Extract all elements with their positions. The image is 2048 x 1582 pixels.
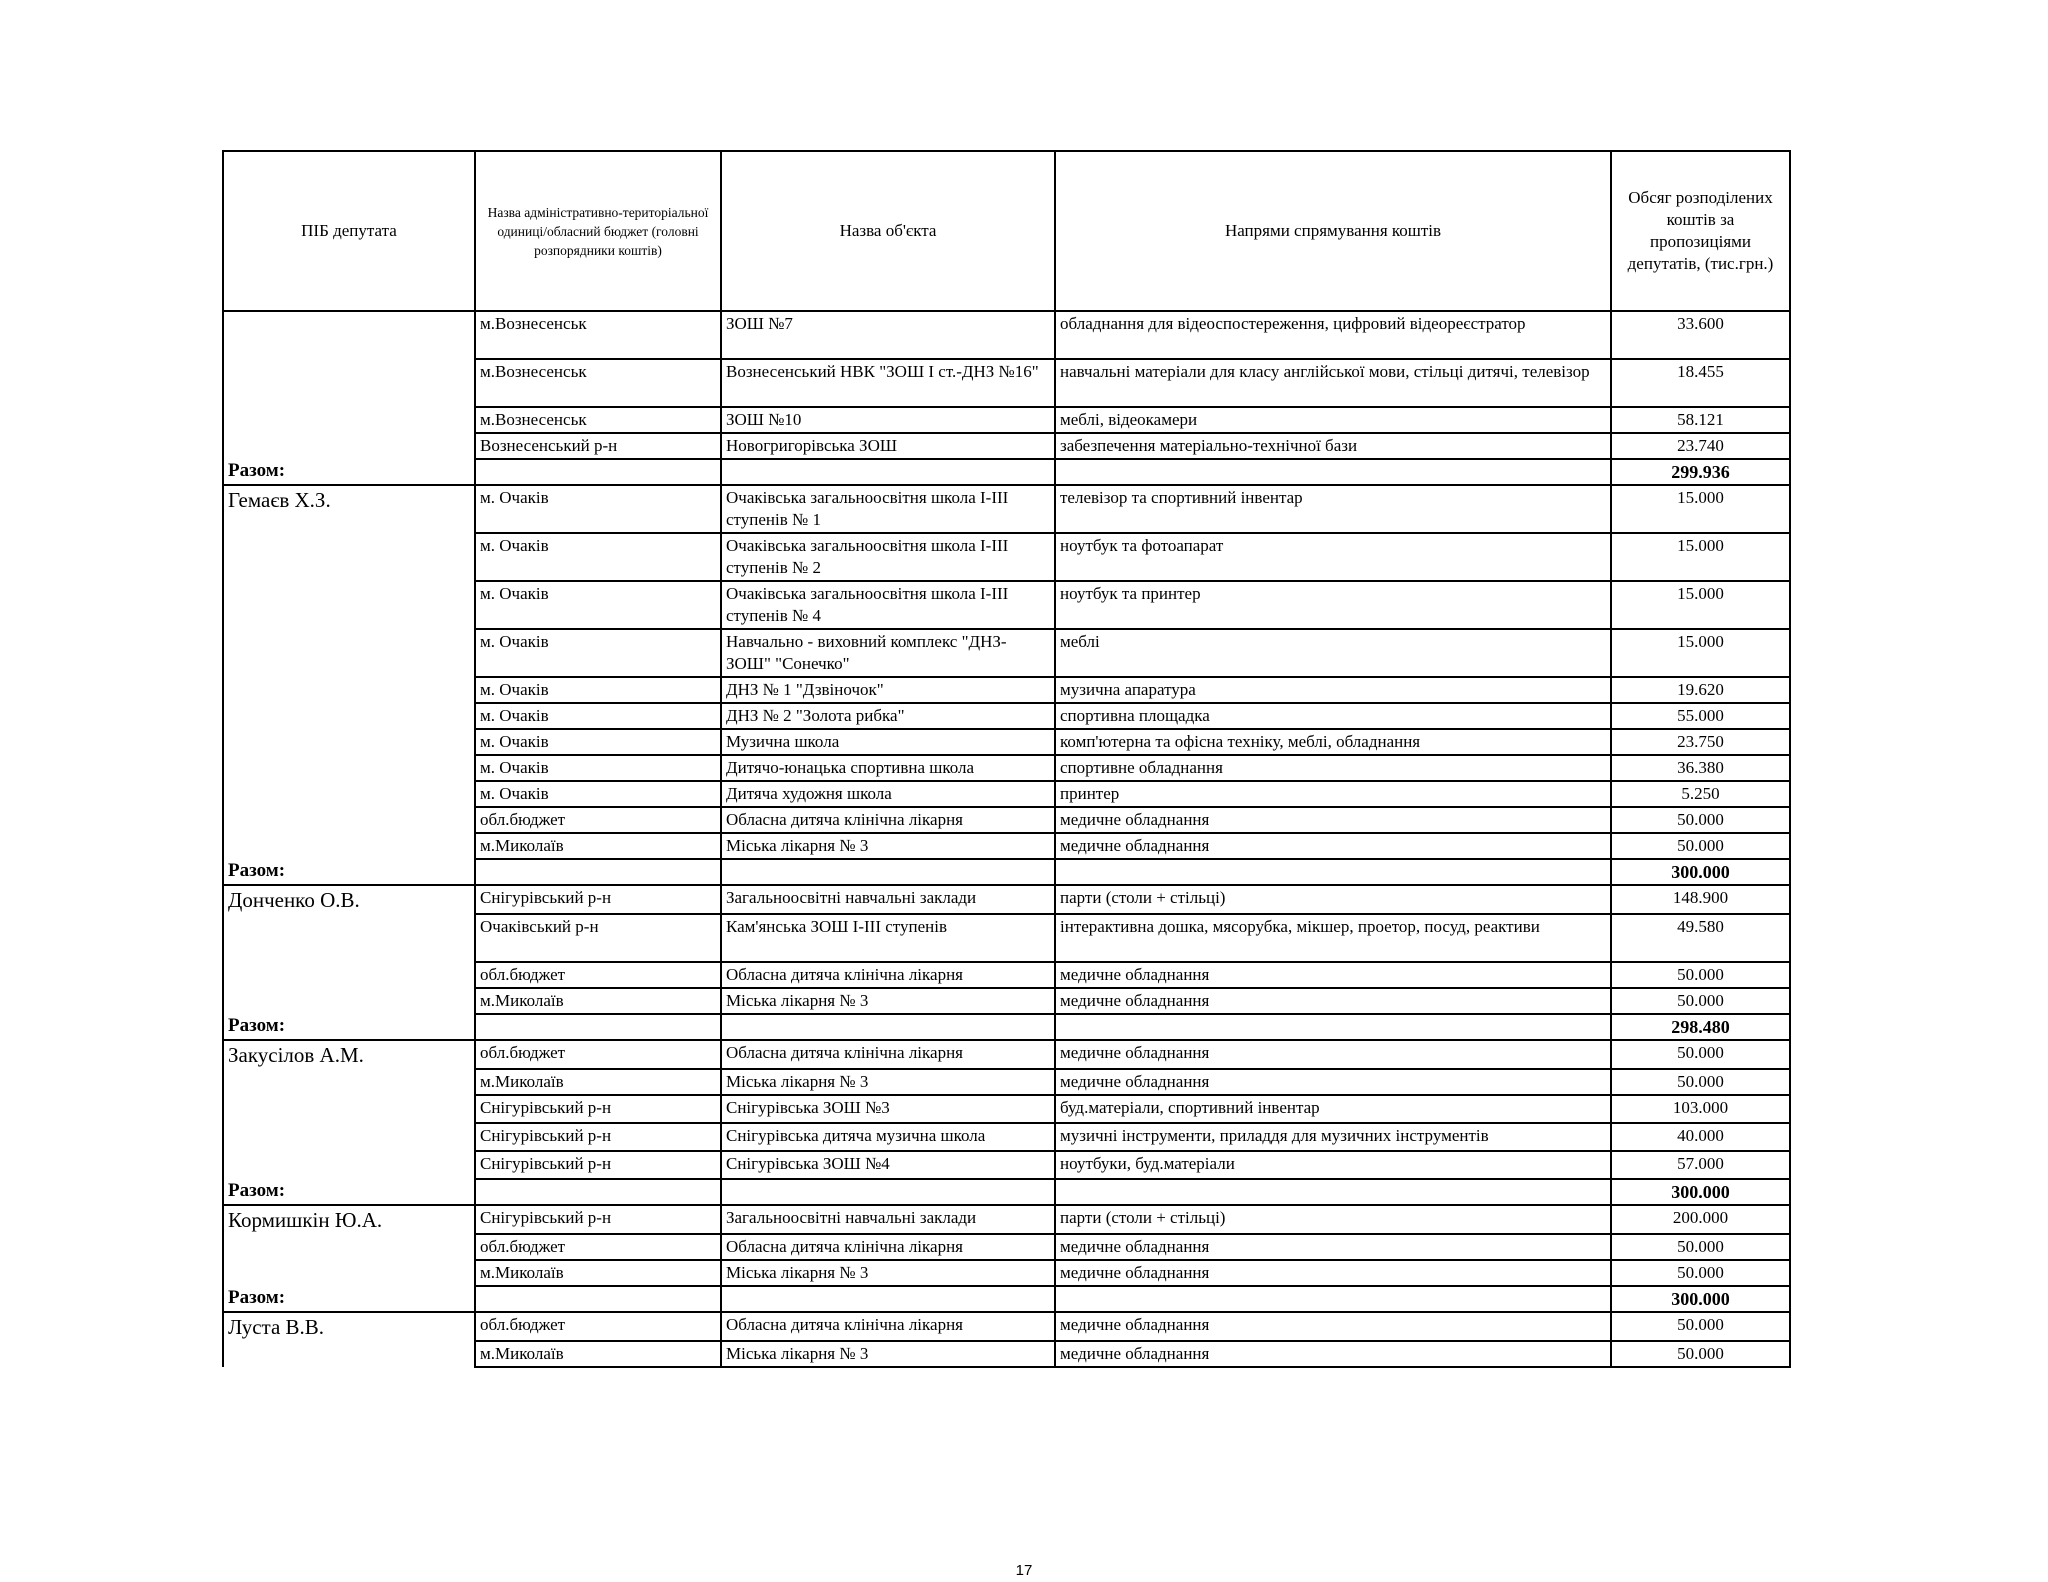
purpose-cell: ноутбук та фотоапарат bbox=[1055, 533, 1611, 581]
total-amount: 300.000 bbox=[1611, 1286, 1790, 1312]
deputy-name-cell bbox=[223, 1151, 475, 1179]
total-empty-cell bbox=[475, 1014, 721, 1040]
purpose-cell: парти (столи + стільці) bbox=[1055, 1205, 1611, 1234]
header-deputy: ПІБ депутата bbox=[223, 151, 475, 311]
total-empty-cell bbox=[475, 1286, 721, 1312]
table-row bbox=[223, 781, 1790, 807]
object-cell: Кам'янська ЗОШ І-ІІІ ступенів bbox=[721, 914, 1055, 962]
deputy-name-cell bbox=[223, 433, 475, 459]
deputy-name-cell: Гемаєв Х.З. bbox=[223, 485, 475, 533]
purpose-cell: забезпечення матеріально-технічної бази bbox=[1055, 433, 1611, 459]
object-cell: Снігурівська ЗОШ №3 bbox=[721, 1095, 1055, 1123]
deputy-name-cell bbox=[223, 1095, 475, 1123]
object-cell: ДНЗ № 1 "Дзвіночок" bbox=[721, 677, 1055, 703]
purpose-cell: спортивне обладнання bbox=[1055, 755, 1611, 781]
amount-cell: 50.000 bbox=[1611, 962, 1790, 988]
unit-cell: Очаківський р-н bbox=[475, 914, 721, 962]
unit-cell: обл.бюджет bbox=[475, 1234, 721, 1260]
deputy-name-cell bbox=[223, 807, 475, 833]
table-row bbox=[223, 1234, 1790, 1260]
deputy-name-cell bbox=[223, 311, 475, 359]
total-empty-cell bbox=[721, 859, 1055, 885]
total-label: Разом: bbox=[223, 1286, 475, 1312]
unit-cell: м.Вознесенськ bbox=[475, 311, 721, 359]
table-row bbox=[223, 581, 1790, 629]
total-label: Разом: bbox=[223, 1179, 475, 1205]
table-row bbox=[223, 1069, 1790, 1095]
unit-cell: Снігурівський р-н bbox=[475, 1095, 721, 1123]
amount-cell: 50.000 bbox=[1611, 807, 1790, 833]
amount-cell: 15.000 bbox=[1611, 533, 1790, 581]
purpose-cell: спортивна площадка bbox=[1055, 703, 1611, 729]
deputy-name-cell: Донченко О.В. bbox=[223, 885, 475, 914]
deputy-name-cell bbox=[223, 629, 475, 677]
amount-cell: 23.740 bbox=[1611, 433, 1790, 459]
object-cell: Дитячо-юнацька спортивна школа bbox=[721, 755, 1055, 781]
purpose-cell: парти (столи + стільці) bbox=[1055, 885, 1611, 914]
purpose-cell: меблі, відеокамери bbox=[1055, 407, 1611, 433]
amount-cell: 15.000 bbox=[1611, 581, 1790, 629]
object-cell: Дитяча художня школа bbox=[721, 781, 1055, 807]
amount-cell: 50.000 bbox=[1611, 1040, 1790, 1069]
purpose-cell: музична апаратура bbox=[1055, 677, 1611, 703]
amount-cell: 5.250 bbox=[1611, 781, 1790, 807]
purpose-cell: медичне обладнання bbox=[1055, 1341, 1611, 1367]
total-row bbox=[223, 1179, 1790, 1205]
amount-cell: 50.000 bbox=[1611, 833, 1790, 859]
amount-cell: 50.000 bbox=[1611, 1312, 1790, 1341]
table-row bbox=[223, 807, 1790, 833]
purpose-cell: ноутбук та принтер bbox=[1055, 581, 1611, 629]
table-row bbox=[223, 988, 1790, 1014]
table-row bbox=[223, 703, 1790, 729]
purpose-cell: обладнання для відеоспостереження, цифровий відеореєстратор bbox=[1055, 311, 1611, 359]
object-cell: Міська лікарня № 3 bbox=[721, 988, 1055, 1014]
deputy-name-cell bbox=[223, 755, 475, 781]
deputy-name-cell bbox=[223, 781, 475, 807]
deputy-name-cell: Кормишкін Ю.А. bbox=[223, 1205, 475, 1234]
purpose-cell: медичне обладнання bbox=[1055, 1040, 1611, 1069]
amount-cell: 18.455 bbox=[1611, 359, 1790, 407]
total-amount: 299.936 bbox=[1611, 459, 1790, 485]
total-label: Разом: bbox=[223, 459, 475, 485]
unit-cell: м.Миколаїв bbox=[475, 1260, 721, 1286]
amount-cell: 36.380 bbox=[1611, 755, 1790, 781]
deputy-name-cell: Закусілов А.М. bbox=[223, 1040, 475, 1069]
amount-cell: 15.000 bbox=[1611, 485, 1790, 533]
unit-cell: м.Вознесенськ bbox=[475, 359, 721, 407]
deputy-name-cell bbox=[223, 1260, 475, 1286]
amount-cell: 57.000 bbox=[1611, 1151, 1790, 1179]
purpose-cell: медичне обладнання bbox=[1055, 1069, 1611, 1095]
table-row bbox=[223, 407, 1790, 433]
deputy-name-cell bbox=[223, 677, 475, 703]
object-cell: Міська лікарня № 3 bbox=[721, 1341, 1055, 1367]
total-empty-cell bbox=[1055, 459, 1611, 485]
total-empty-cell bbox=[1055, 859, 1611, 885]
table-row bbox=[223, 1151, 1790, 1179]
object-cell: ДНЗ № 2 "Золота рибка" bbox=[721, 703, 1055, 729]
header-row bbox=[223, 151, 1790, 311]
unit-cell: м. Очаків bbox=[475, 629, 721, 677]
unit-cell: обл.бюджет bbox=[475, 807, 721, 833]
unit-cell: м. Очаків bbox=[475, 781, 721, 807]
unit-cell: Вознесенський р-н bbox=[475, 433, 721, 459]
unit-cell: м.Миколаїв bbox=[475, 1341, 721, 1367]
table-row bbox=[223, 677, 1790, 703]
unit-cell: м. Очаків bbox=[475, 755, 721, 781]
table-row bbox=[223, 359, 1790, 407]
total-amount: 300.000 bbox=[1611, 859, 1790, 885]
table-row bbox=[223, 729, 1790, 755]
unit-cell: м. Очаків bbox=[475, 581, 721, 629]
total-amount: 300.000 bbox=[1611, 1179, 1790, 1205]
amount-cell: 50.000 bbox=[1611, 1341, 1790, 1367]
allocation-table bbox=[222, 150, 1791, 1368]
unit-cell: Снігурівський р-н bbox=[475, 1205, 721, 1234]
amount-cell: 50.000 bbox=[1611, 988, 1790, 1014]
amount-cell: 40.000 bbox=[1611, 1123, 1790, 1151]
purpose-cell: ноутбуки, буд.матеріали bbox=[1055, 1151, 1611, 1179]
object-cell: Обласна дитяча клінічна лікарня bbox=[721, 962, 1055, 988]
amount-cell: 19.620 bbox=[1611, 677, 1790, 703]
total-empty-cell bbox=[1055, 1179, 1611, 1205]
amount-cell: 58.121 bbox=[1611, 407, 1790, 433]
purpose-cell: телевізор та спортивний інвентар bbox=[1055, 485, 1611, 533]
total-empty-cell bbox=[721, 1286, 1055, 1312]
total-empty-cell bbox=[475, 459, 721, 485]
table-row bbox=[223, 962, 1790, 988]
purpose-cell: медичне обладнання bbox=[1055, 1260, 1611, 1286]
table-body bbox=[223, 311, 1790, 1367]
total-empty-cell bbox=[1055, 1014, 1611, 1040]
table-row bbox=[223, 1205, 1790, 1234]
object-cell: Музична школа bbox=[721, 729, 1055, 755]
total-row bbox=[223, 1014, 1790, 1040]
object-cell: Очаківська загальноосвітня школа І-ІІІ ступенів № 2 bbox=[721, 533, 1055, 581]
table-row bbox=[223, 1095, 1790, 1123]
unit-cell: м.Миколаїв bbox=[475, 833, 721, 859]
purpose-cell: буд.матеріали, спортивний інвентар bbox=[1055, 1095, 1611, 1123]
purpose-cell: музичні інструменти, приладдя для музичних інструментів bbox=[1055, 1123, 1611, 1151]
deputy-name-cell bbox=[223, 533, 475, 581]
purpose-cell: інтерактивна дошка, мясорубка, мікшер, проетор, посуд, реактиви bbox=[1055, 914, 1611, 962]
purpose-cell: медичне обладнання bbox=[1055, 988, 1611, 1014]
unit-cell: м. Очаків bbox=[475, 533, 721, 581]
unit-cell: м. Очаків bbox=[475, 677, 721, 703]
table-row bbox=[223, 755, 1790, 781]
table-row bbox=[223, 1341, 1790, 1367]
object-cell: Міська лікарня № 3 bbox=[721, 1069, 1055, 1095]
header-unit: Назва адміністративно-територіальної одиниці/обласний бюджет (головні розпорядники коштів) bbox=[475, 151, 721, 311]
deputy-name-cell: Луста В.В. bbox=[223, 1312, 475, 1341]
object-cell: Загальноосвітні навчальні заклади bbox=[721, 1205, 1055, 1234]
amount-cell: 55.000 bbox=[1611, 703, 1790, 729]
purpose-cell: принтер bbox=[1055, 781, 1611, 807]
table-row bbox=[223, 311, 1790, 359]
total-empty-cell bbox=[721, 459, 1055, 485]
table-row bbox=[223, 833, 1790, 859]
object-cell: Очаківська загальноосвітня школа І-ІІІ ступенів № 4 bbox=[721, 581, 1055, 629]
table-row bbox=[223, 485, 1790, 533]
deputy-name-cell bbox=[223, 962, 475, 988]
deputy-name-cell bbox=[223, 914, 475, 962]
amount-cell: 50.000 bbox=[1611, 1069, 1790, 1095]
amount-cell: 15.000 bbox=[1611, 629, 1790, 677]
table-row bbox=[223, 1123, 1790, 1151]
deputy-name-cell bbox=[223, 703, 475, 729]
deputy-name-cell bbox=[223, 1123, 475, 1151]
amount-cell: 50.000 bbox=[1611, 1234, 1790, 1260]
total-empty-cell bbox=[475, 859, 721, 885]
amount-cell: 50.000 bbox=[1611, 1260, 1790, 1286]
deputy-name-cell bbox=[223, 988, 475, 1014]
header-object: Назва об'єкта bbox=[721, 151, 1055, 311]
object-cell: Вознесенський НВК "ЗОШ І ст.-ДНЗ №16" bbox=[721, 359, 1055, 407]
object-cell: Обласна дитяча клінічна лікарня bbox=[721, 1312, 1055, 1341]
unit-cell: Снігурівський р-н bbox=[475, 1151, 721, 1179]
deputy-name-cell bbox=[223, 1341, 475, 1367]
page-number: 17 bbox=[1015, 1562, 1033, 1579]
header-amount: Обсяг розподілених коштів за пропозиціями депутатів, (тис.грн.) bbox=[1611, 151, 1790, 311]
table-row bbox=[223, 433, 1790, 459]
unit-cell: Снігурівський р-н bbox=[475, 1123, 721, 1151]
object-cell: Обласна дитяча клінічна лікарня bbox=[721, 807, 1055, 833]
total-amount: 298.480 bbox=[1611, 1014, 1790, 1040]
purpose-cell: медичне обладнання bbox=[1055, 962, 1611, 988]
table-row bbox=[223, 533, 1790, 581]
purpose-cell: медичне обладнання bbox=[1055, 833, 1611, 859]
deputy-name-cell bbox=[223, 407, 475, 433]
purpose-cell: комп'ютерна та офісна техніку, меблі, обладнання bbox=[1055, 729, 1611, 755]
deputy-name-cell bbox=[223, 1069, 475, 1095]
table-row bbox=[223, 1312, 1790, 1341]
purpose-cell: медичне обладнання bbox=[1055, 1234, 1611, 1260]
unit-cell: м. Очаків bbox=[475, 485, 721, 533]
total-label: Разом: bbox=[223, 1014, 475, 1040]
purpose-cell: медичне обладнання bbox=[1055, 807, 1611, 833]
table-row bbox=[223, 914, 1790, 962]
deputy-name-cell bbox=[223, 1234, 475, 1260]
unit-cell: м.Миколаїв bbox=[475, 988, 721, 1014]
table-row bbox=[223, 629, 1790, 677]
unit-cell: м.Миколаїв bbox=[475, 1069, 721, 1095]
total-empty-cell bbox=[475, 1179, 721, 1205]
total-row bbox=[223, 1286, 1790, 1312]
object-cell: ЗОШ №10 bbox=[721, 407, 1055, 433]
amount-cell: 33.600 bbox=[1611, 311, 1790, 359]
unit-cell: м. Очаків bbox=[475, 703, 721, 729]
total-empty-cell bbox=[1055, 1286, 1611, 1312]
object-cell: Навчально - виховний комплекс "ДНЗ-ЗОШ" "Сонечко" bbox=[721, 629, 1055, 677]
purpose-cell: медичне обладнання bbox=[1055, 1312, 1611, 1341]
table-row bbox=[223, 1040, 1790, 1069]
total-empty-cell bbox=[721, 1179, 1055, 1205]
unit-cell: обл.бюджет bbox=[475, 1040, 721, 1069]
amount-cell: 103.000 bbox=[1611, 1095, 1790, 1123]
unit-cell: обл.бюджет bbox=[475, 962, 721, 988]
deputy-name-cell bbox=[223, 833, 475, 859]
purpose-cell: меблі bbox=[1055, 629, 1611, 677]
object-cell: Загальноосвітні навчальні заклади bbox=[721, 885, 1055, 914]
amount-cell: 49.580 bbox=[1611, 914, 1790, 962]
object-cell: Міська лікарня № 3 bbox=[721, 833, 1055, 859]
deputy-name-cell bbox=[223, 581, 475, 629]
table-row bbox=[223, 885, 1790, 914]
object-cell: Снігурівська дитяча музична школа bbox=[721, 1123, 1055, 1151]
amount-cell: 148.900 bbox=[1611, 885, 1790, 914]
unit-cell: м.Вознесенськ bbox=[475, 407, 721, 433]
amount-cell: 23.750 bbox=[1611, 729, 1790, 755]
unit-cell: обл.бюджет bbox=[475, 1312, 721, 1341]
total-empty-cell bbox=[721, 1014, 1055, 1040]
object-cell: Новогригорівська ЗОШ bbox=[721, 433, 1055, 459]
object-cell: Очаківська загальноосвітня школа І-ІІІ ступенів № 1 bbox=[721, 485, 1055, 533]
header-purpose: Напрями спрямування коштів bbox=[1055, 151, 1611, 311]
table-row bbox=[223, 1260, 1790, 1286]
total-label: Разом: bbox=[223, 859, 475, 885]
unit-cell: м. Очаків bbox=[475, 729, 721, 755]
object-cell: Обласна дитяча клінічна лікарня bbox=[721, 1234, 1055, 1260]
purpose-cell: навчальні матеріали для класу англійської мови, стільці дитячі, телевізор bbox=[1055, 359, 1611, 407]
unit-cell: Снігурівський р-н bbox=[475, 885, 721, 914]
deputy-name-cell bbox=[223, 359, 475, 407]
object-cell: Обласна дитяча клінічна лікарня bbox=[721, 1040, 1055, 1069]
amount-cell: 200.000 bbox=[1611, 1205, 1790, 1234]
object-cell: Снігурівська ЗОШ №4 bbox=[721, 1151, 1055, 1179]
deputy-name-cell bbox=[223, 729, 475, 755]
object-cell: Міська лікарня № 3 bbox=[721, 1260, 1055, 1286]
object-cell: ЗОШ №7 bbox=[721, 311, 1055, 359]
total-row bbox=[223, 459, 1790, 485]
total-row bbox=[223, 859, 1790, 885]
